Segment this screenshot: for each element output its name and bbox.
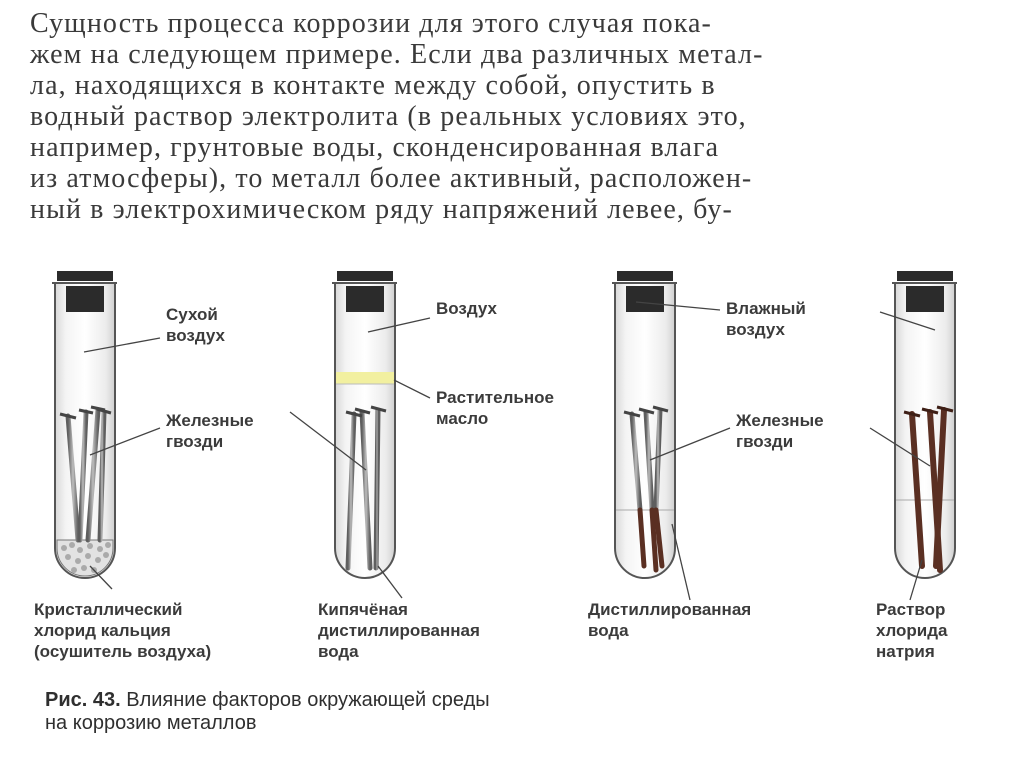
figure-number: Рис. 43.: [45, 689, 121, 711]
label-dry-air: [166, 304, 225, 346]
paragraph-line: например, грунтовые воды, сконденсированная влага: [30, 132, 720, 163]
cork-cap: [617, 271, 673, 281]
label-iron-nails-1: [166, 410, 254, 452]
cork: [66, 286, 104, 312]
label-line: Железные: [736, 411, 824, 430]
label-vegetable-oil: [436, 387, 554, 429]
label-line: Воздух: [436, 299, 498, 318]
label-line: Сухой: [166, 305, 218, 324]
test-tube-2: [290, 271, 430, 598]
label-calcium-chloride: [34, 599, 211, 662]
label-line: вода: [588, 621, 629, 640]
label-line: масло: [436, 409, 489, 428]
paragraph-line: Сущность процесса коррозии для этого случая пока-: [30, 8, 712, 39]
label-line: воздух: [726, 320, 785, 339]
label-line: воздух: [166, 326, 225, 345]
label-line: хлорид кальция: [34, 621, 171, 640]
label-salt-solution: [876, 599, 948, 662]
label-line: дистиллированная: [318, 621, 480, 640]
paragraph-line: из атмосферы), то металл более активный, расположен-: [30, 163, 753, 194]
label-line: Дистиллированная: [588, 600, 752, 619]
figure-caption: [45, 689, 490, 735]
test-tube-1: [52, 271, 160, 589]
label-line: хлорида: [876, 621, 948, 640]
caption-line-1: Влияние факторов окружающей среды: [120, 689, 490, 711]
label-line: натрия: [876, 642, 935, 661]
test-tube-4: [870, 271, 957, 600]
label-line: Растительное: [436, 388, 554, 407]
label-line: Раствор: [876, 600, 946, 619]
label-distilled-water: [588, 599, 751, 641]
label-line: Железные: [166, 411, 254, 430]
label-line: вода: [318, 642, 359, 661]
test-tube-3: [612, 271, 730, 600]
label-line: гвозди: [736, 432, 794, 451]
paragraph-line: водный раствор электролита (в реальных условиях это,: [30, 101, 747, 132]
label-line: Влажный: [726, 299, 806, 318]
label-air: [436, 298, 497, 319]
cork-cap: [57, 271, 113, 281]
label-line: гвозди: [166, 432, 224, 451]
cork: [346, 286, 384, 312]
label-humid-air: [726, 298, 806, 340]
caption-line-2: на коррозию металлов: [45, 712, 257, 734]
paragraph-line: ла, находящихся в контакте между собой, опустить в: [30, 70, 716, 101]
label-line: Кристаллический: [34, 600, 183, 619]
vegetable-oil-layer: [336, 372, 394, 384]
cork: [906, 286, 944, 312]
cork: [626, 286, 664, 312]
paragraph-line: жем на следующем примере. Если два различных метал-: [30, 39, 764, 70]
label-iron-nails-2: [736, 410, 824, 452]
cork-cap: [337, 271, 393, 281]
label-line: (осушитель воздуха): [34, 642, 212, 661]
iron-nail: [376, 410, 378, 568]
label-boiled-water: [318, 599, 480, 662]
label-line: Кипячёная: [318, 600, 408, 619]
paragraph-line: ный в электрохимическом ряду напряжений левее, бу-: [30, 194, 733, 225]
tube-glass: [895, 284, 955, 578]
cork-cap: [897, 271, 953, 281]
